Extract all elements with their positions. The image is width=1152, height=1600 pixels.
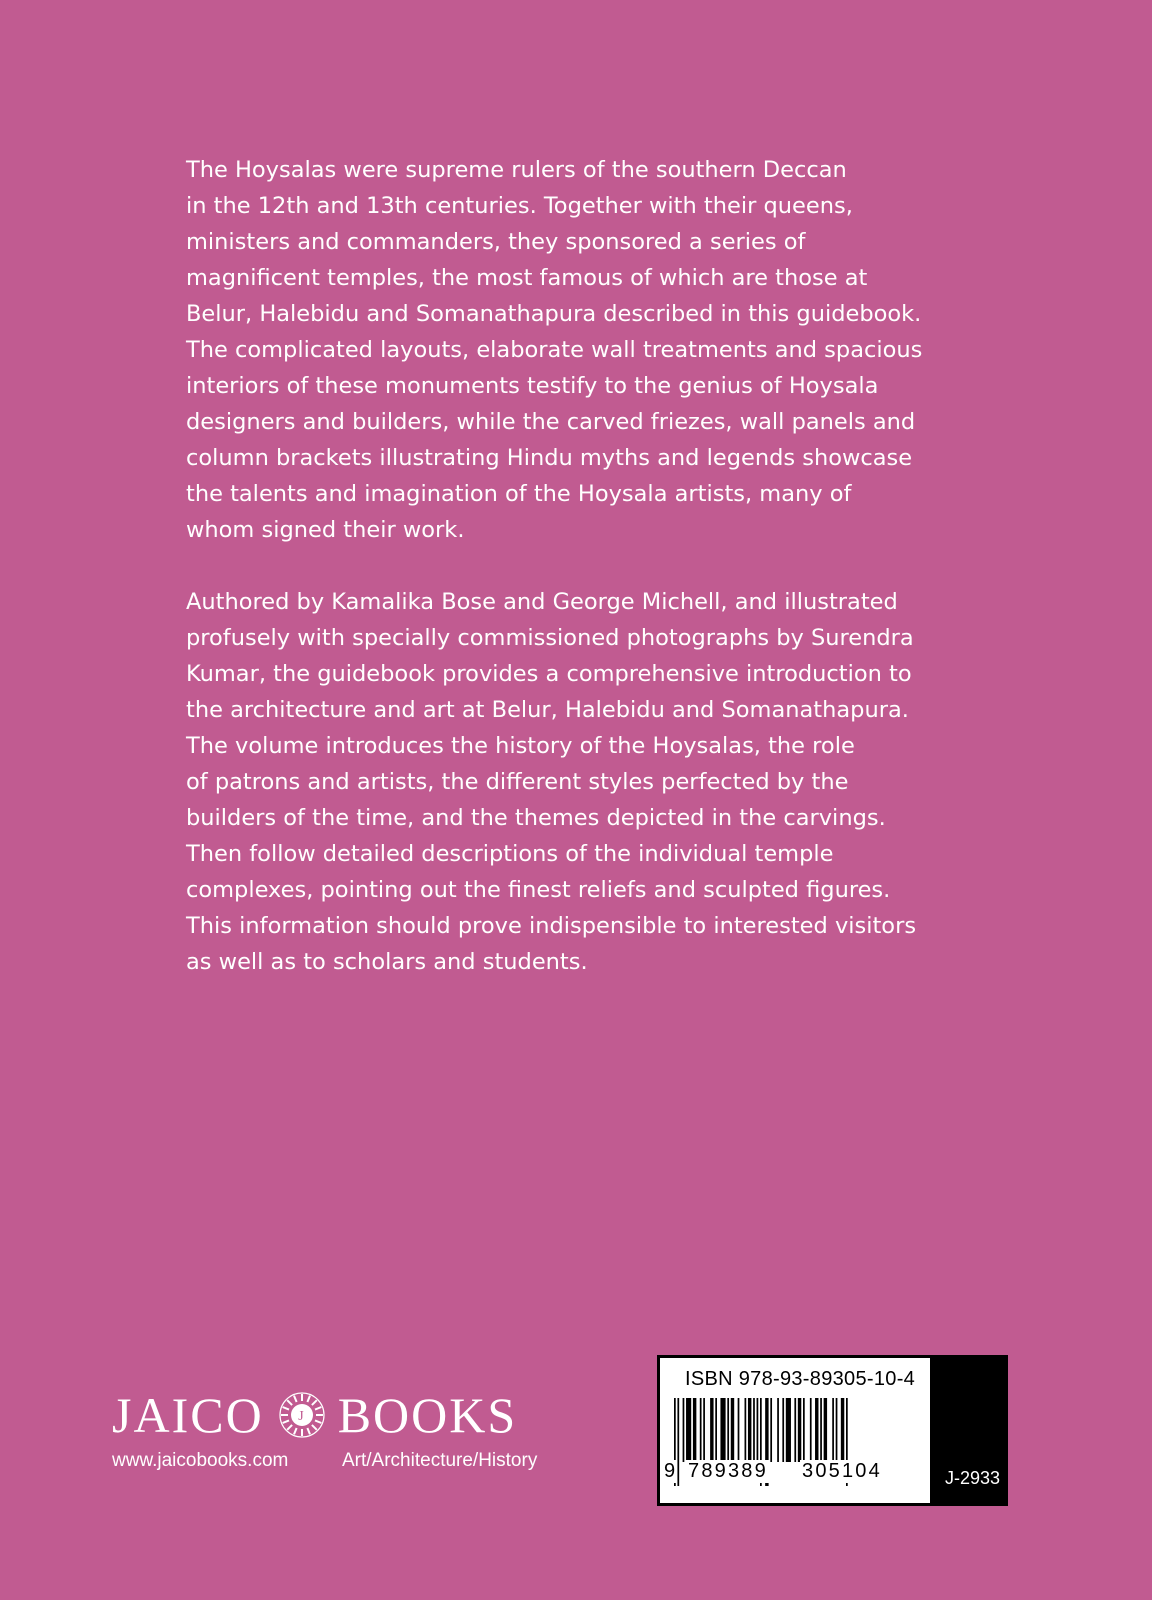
blurb-line: the architecture and art at Belur, Halebidu and Somanathapura. <box>186 697 909 723</box>
blurb-line: complexes, pointing out the finest reliefs and sculpted figures. <box>186 877 891 903</box>
blurb-line: ministers and commanders, they sponsored a series of <box>186 229 806 255</box>
blurb-line: in the 12th and 13th centuries. Together with their queens, <box>186 193 853 219</box>
book-category: Art/Architecture/History <box>342 1450 538 1471</box>
publisher-website[interactable]: www.jaicobooks.com <box>112 1450 289 1471</box>
blurb-paragraph-2 <box>186 584 926 980</box>
blurb-line: Then follow detailed descriptions of the individual temple <box>186 841 834 867</box>
publisher-block <box>112 1388 572 1472</box>
publisher-name-right: BOOKS <box>337 1387 518 1443</box>
emblem-letter: J <box>297 1409 306 1424</box>
publisher-logo <box>112 1388 572 1442</box>
sun-emblem-icon <box>278 1391 326 1439</box>
publisher-name-left: JAICO <box>112 1387 264 1443</box>
barcode-area <box>660 1358 930 1503</box>
blurb-line: magnificent temples, the most famous of which are those at <box>186 265 868 291</box>
blurb-line: This information should prove indispensible to interested visitors <box>186 913 917 939</box>
blurb-line: interiors of these monuments testify to the genius of Hoysala <box>186 373 879 399</box>
blurb-line: column brackets illustrating Hindu myths and legends showcase <box>186 445 913 471</box>
blurb-line: designers and builders, while the carved friezes, wall panels and <box>186 409 916 435</box>
isbn-digit-group-1: 789389 <box>688 1460 768 1482</box>
blurb-line: The complicated layouts, elaborate wall treatments and spacious <box>186 337 923 363</box>
blurb-line: whom signed their work. <box>186 517 465 543</box>
back-cover-blurb <box>186 152 926 980</box>
blurb-line: Kumar, the guidebook provides a comprehensive introduction to <box>186 661 912 687</box>
publisher-meta <box>112 1450 572 1472</box>
blurb-line: The Hoysalas were supreme rulers of the southern Deccan <box>186 157 847 183</box>
blurb-paragraph-1 <box>186 152 926 548</box>
blurb-line: profusely with specially commissioned photographs by Surendra <box>186 625 914 651</box>
blurb-line: the talents and imagination of the Hoysala artists, many of <box>186 481 852 507</box>
blurb-line: Belur, Halebidu and Somanathapura described in this guidebook. <box>186 301 922 327</box>
product-code: J-2933 <box>944 1468 1000 1488</box>
blurb-line: of patrons and artists, the different styles perfected by the <box>186 769 849 795</box>
isbn-label: ISBN 978-93-89305-10-4 <box>685 1368 916 1390</box>
barcode-panel <box>657 1355 1008 1506</box>
blurb-line: builders of the time, and the themes depicted in the carvings. <box>186 805 886 831</box>
blurb-line: as well as to scholars and students. <box>186 949 588 975</box>
blurb-line: Authored by Kamalika Bose and George Michell, and illustrated <box>186 589 898 615</box>
isbn-digit-lead: 9 <box>664 1460 676 1482</box>
isbn-digits <box>660 1460 930 1486</box>
blurb-line: The volume introduces the history of the Hoysalas, the role <box>186 733 855 759</box>
isbn-digit-group-2: 305104 <box>802 1460 882 1482</box>
